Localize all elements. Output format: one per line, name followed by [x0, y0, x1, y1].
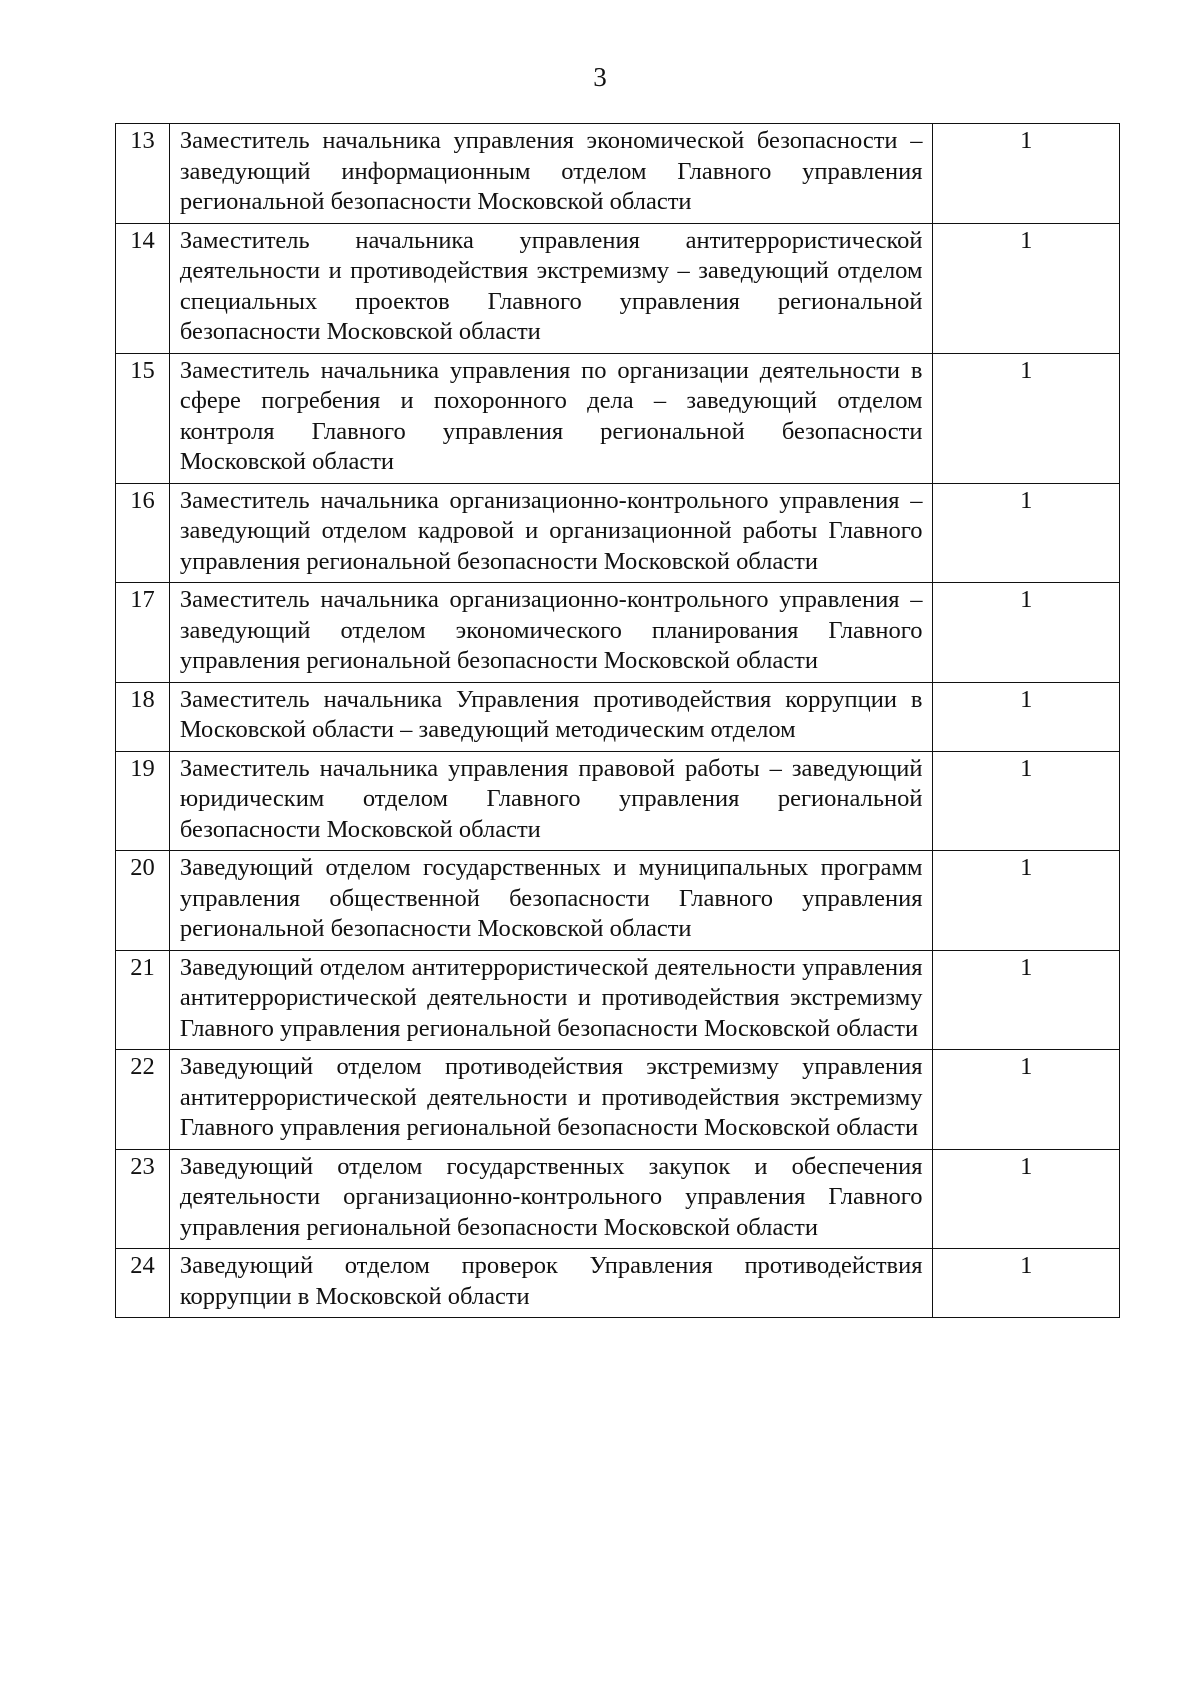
row-number: 17 — [116, 583, 170, 683]
row-number: 22 — [116, 1050, 170, 1150]
row-number: 13 — [116, 124, 170, 224]
positions-table — [115, 123, 1120, 1318]
position-title: Заведующий отделом проверок Управления противодействия коррупции в Московской области — [169, 1249, 933, 1318]
position-count: 1 — [933, 124, 1120, 224]
position-title: Заведующий отделом государственных и муниципальных программ управления общественной безопасности Главного управления региональной безопасности Московской области — [169, 851, 933, 951]
position-count: 1 — [933, 483, 1120, 583]
position-title: Заместитель начальника управления антитеррористической деятельности и противодействия экстремизму – заведующий отделом специальных проектов Главного управления региональной безопасности Московской области — [169, 223, 933, 353]
position-title: Заместитель начальника управления по организации деятельности в сфере погребения и похоронного дела – заведующий отделом контроля Главного управления региональной безопасности Московской области — [169, 353, 933, 483]
position-title: Заведующий отделом противодействия экстремизму управления антитеррористической деятельности и противодействия экстремизму Главного управления региональной безопасности Московской области — [169, 1050, 933, 1150]
table-row — [116, 1050, 1120, 1150]
position-count: 1 — [933, 950, 1120, 1050]
position-count: 1 — [933, 223, 1120, 353]
row-number: 15 — [116, 353, 170, 483]
position-count: 1 — [933, 583, 1120, 683]
row-number: 21 — [116, 950, 170, 1050]
row-number: 20 — [116, 851, 170, 951]
table-row — [116, 124, 1120, 224]
row-number: 18 — [116, 682, 170, 751]
position-count: 1 — [933, 851, 1120, 951]
position-count: 1 — [933, 682, 1120, 751]
position-title: Заместитель начальника управления экономической безопасности – заведующий информационным отделом Главного управления региональной безопасности Московской области — [169, 124, 933, 224]
position-title: Заведующий отделом государственных закупок и обеспечения деятельности организационно-контрольного управления Главного управления региональной безопасности Московской области — [169, 1149, 933, 1249]
position-title: Заместитель начальника управления правовой работы – заведующий юридическим отделом Главного управления региональной безопасности Московской области — [169, 751, 933, 851]
position-count: 1 — [933, 1050, 1120, 1150]
table-row — [116, 1149, 1120, 1249]
table-row — [116, 1249, 1120, 1318]
table-row — [116, 223, 1120, 353]
row-number: 16 — [116, 483, 170, 583]
table-row — [116, 851, 1120, 951]
position-count: 1 — [933, 353, 1120, 483]
table-row — [116, 682, 1120, 751]
position-title: Заместитель начальника организационно-контрольного управления – заведующий отделом кадровой и организационной работы Главного управления региональной безопасности Московской области — [169, 483, 933, 583]
row-number: 24 — [116, 1249, 170, 1318]
position-title: Заведующий отделом антитеррористической деятельности управления антитеррористической деятельности и противодействия экстремизму Главного управления региональной безопасности Московской области — [169, 950, 933, 1050]
table-row — [116, 583, 1120, 683]
position-title: Заместитель начальника организационно-контрольного управления – заведующий отделом экономического планирования Главного управления региональной безопасности Московской области — [169, 583, 933, 683]
position-count: 1 — [933, 1149, 1120, 1249]
row-number: 14 — [116, 223, 170, 353]
table-row — [116, 751, 1120, 851]
table-row — [116, 353, 1120, 483]
position-title: Заместитель начальника Управления противодействия коррупции в Московской области – заведующий методическим отделом — [169, 682, 933, 751]
row-number: 19 — [116, 751, 170, 851]
position-count: 1 — [933, 1249, 1120, 1318]
table-row — [116, 950, 1120, 1050]
page-number: 3 — [593, 62, 607, 92]
position-count: 1 — [933, 751, 1120, 851]
row-number: 23 — [116, 1149, 170, 1249]
table-row — [116, 483, 1120, 583]
